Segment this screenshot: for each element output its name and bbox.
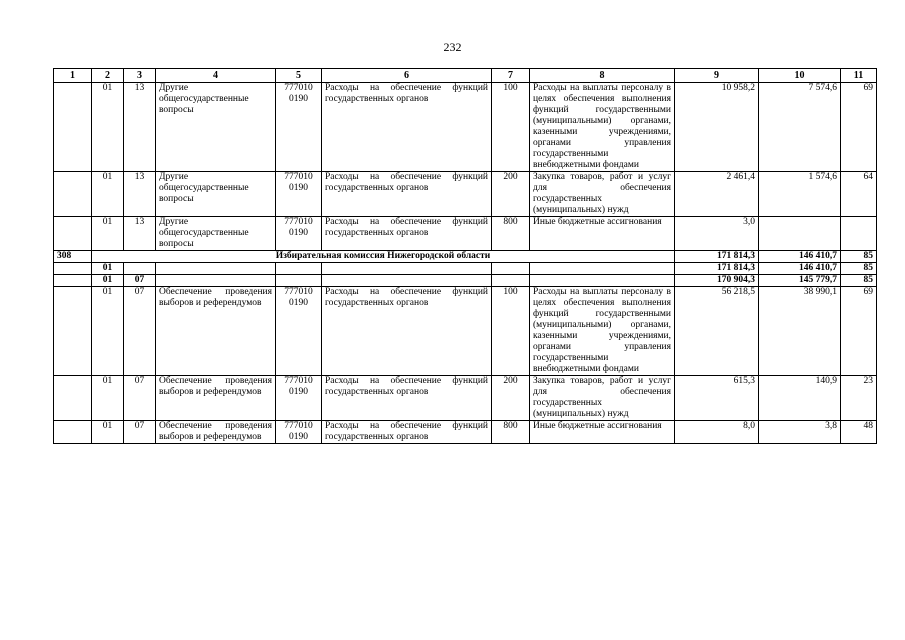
planned-value-cell: 171 814,3 [675,263,759,275]
section-total-row [54,263,877,275]
item-name-cell: Другие общегосударственные вопросы [156,217,276,251]
target-article-cell [276,376,322,421]
column-header: 5 [276,69,322,83]
subsection-cell [124,263,156,275]
section-cell: 01 [92,217,124,251]
planned-value-cell: 8,0 [675,421,759,444]
table-row [54,172,877,217]
table-row [54,376,877,421]
empty-cell [276,275,322,287]
column-header: 4 [156,69,276,83]
code-cell: 308 [54,251,92,263]
target-article-part: 0190 [289,228,308,238]
section-cell: 01 [92,376,124,421]
planned-value-cell: 615,3 [675,376,759,421]
planned-value-cell: 56 218,5 [675,287,759,376]
planned-value-cell: 10 958,2 [675,83,759,172]
subsection-cell: 13 [124,217,156,251]
target-article-part: 777010 [284,217,313,227]
table-row [54,217,877,251]
actual-value-cell: 146 410,7 [759,263,841,275]
expense-type-name-cell: Расходы на выплаты персоналу в целях обеспечения выполнения функций государственными (муниципальными) органами, казенными учреждениями, органами управления государственными внебюджетными фондами [530,83,675,172]
expense-type-cell: 800 [492,421,530,444]
target-article-name-cell: Расходы на обеспечение функций государственных органов [322,287,492,376]
target-article-part: 0190 [289,183,308,193]
percent-cell: 48 [841,421,877,444]
percent-cell: 69 [841,83,877,172]
target-article-part: 777010 [284,421,313,431]
code-cell [54,263,92,275]
expense-type-cell: 200 [492,376,530,421]
target-article-cell [276,421,322,444]
column-header: 9 [675,69,759,83]
section-cell: 01 [92,421,124,444]
header-row [54,69,877,83]
code-cell [54,217,92,251]
ministry-title-cell: Избирательная комиссия Нижегородской области [92,251,675,263]
target-article-name-cell: Расходы на обеспечение функций государственных органов [322,172,492,217]
column-header: 11 [841,69,877,83]
code-cell [54,287,92,376]
item-name-cell: Обеспечение проведения выборов и референдумов [156,421,276,444]
empty-cell [276,263,322,275]
expense-type-name-cell: Расходы на выплаты персоналу в целях обеспечения выполнения функций государственными (муниципальными) органами, казенными учреждениями, органами управления государственными внебюджетными фондами [530,287,675,376]
subsection-cell: 07 [124,421,156,444]
expense-type-cell: 100 [492,83,530,172]
target-article-name-cell: Расходы на обеспечение функций государственных органов [322,421,492,444]
subsection-cell: 13 [124,172,156,217]
actual-value-cell: 7 574,6 [759,83,841,172]
target-article-cell [276,287,322,376]
page-number: 232 [443,40,462,54]
percent-cell [841,217,877,251]
code-cell [54,421,92,444]
target-article-name-cell: Расходы на обеспечение функций государственных органов [322,217,492,251]
empty-cell [322,263,492,275]
actual-value-cell: 146 410,7 [759,251,841,263]
code-cell [54,83,92,172]
actual-value-cell [759,217,841,251]
target-article-part: 777010 [284,83,313,93]
actual-value-cell: 140,9 [759,376,841,421]
budget-table [53,68,877,444]
column-header: 8 [530,69,675,83]
empty-cell [322,275,492,287]
actual-value-cell: 3,8 [759,421,841,444]
table-row [54,421,877,444]
subsection-cell: 07 [124,275,156,287]
percent-cell: 23 [841,376,877,421]
expense-type-cell: 100 [492,287,530,376]
expense-type-name-cell: Закупка товаров, работ и услуг для обеспечения государственных (муниципальных) нужд [530,172,675,217]
target-article-part: 0190 [289,387,308,397]
code-cell [54,376,92,421]
column-header: 3 [124,69,156,83]
section-cell: 01 [92,263,124,275]
column-header: 2 [92,69,124,83]
planned-value-cell: 170 904,3 [675,275,759,287]
percent-cell: 85 [841,275,877,287]
empty-cell [492,263,530,275]
section-cell: 01 [92,275,124,287]
column-header: 10 [759,69,841,83]
section-cell: 01 [92,172,124,217]
target-article-part: 0190 [289,298,308,308]
item-name-cell: Обеспечение проведения выборов и референдумов [156,287,276,376]
ministry-row [54,251,877,263]
target-article-name-cell: Расходы на обеспечение функций государственных органов [322,83,492,172]
planned-value-cell: 2 461,4 [675,172,759,217]
target-article-cell [276,83,322,172]
empty-cell [156,263,276,275]
target-article-name-cell: Расходы на обеспечение функций государственных органов [322,376,492,421]
target-article-part: 777010 [284,172,313,182]
planned-value-cell: 171 814,3 [675,251,759,263]
item-name-cell: Другие общегосударственные вопросы [156,83,276,172]
expense-type-name-cell: Иные бюджетные ассигнования [530,421,675,444]
expense-type-cell: 200 [492,172,530,217]
target-article-part: 777010 [284,287,313,297]
empty-cell [492,275,530,287]
actual-value-cell: 1 574,6 [759,172,841,217]
item-name-cell: Другие общегосударственные вопросы [156,172,276,217]
percent-cell: 85 [841,263,877,275]
empty-cell [530,275,675,287]
actual-value-cell: 38 990,1 [759,287,841,376]
expense-type-name-cell: Закупка товаров, работ и услуг для обеспечения государственных (муниципальных) нужд [530,376,675,421]
table-row [54,83,877,172]
target-article-part: 777010 [284,376,313,386]
column-header: 7 [492,69,530,83]
section-cell: 01 [92,83,124,172]
subsection-cell: 07 [124,376,156,421]
percent-cell: 64 [841,172,877,217]
planned-value-cell: 3,0 [675,217,759,251]
expense-type-cell: 800 [492,217,530,251]
expense-type-name-cell: Иные бюджетные ассигнования [530,217,675,251]
empty-cell [156,275,276,287]
section-total-row [54,275,877,287]
target-article-cell [276,172,322,217]
item-name-cell: Обеспечение проведения выборов и референдумов [156,376,276,421]
actual-value-cell: 145 779,7 [759,275,841,287]
column-header: 6 [322,69,492,83]
subsection-cell: 13 [124,83,156,172]
code-cell [54,172,92,217]
target-article-cell [276,217,322,251]
subsection-cell: 07 [124,287,156,376]
percent-cell: 85 [841,251,877,263]
code-cell [54,275,92,287]
empty-cell [530,263,675,275]
column-header: 1 [54,69,92,83]
percent-cell: 69 [841,287,877,376]
target-article-part: 0190 [289,94,308,104]
table-row [54,287,877,376]
target-article-part: 0190 [289,432,308,442]
section-cell: 01 [92,287,124,376]
